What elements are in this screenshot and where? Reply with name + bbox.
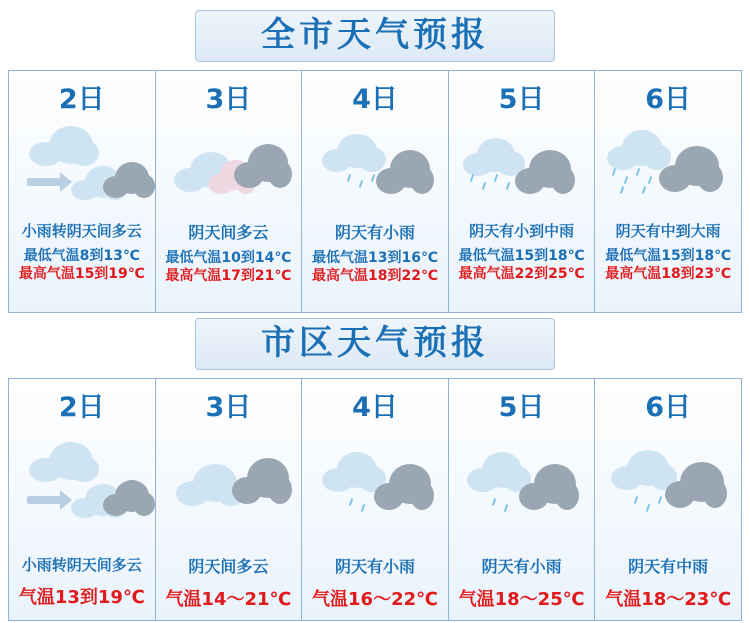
- max-temp: 最高气温18到22℃: [312, 268, 438, 284]
- overcast-light-rain-icon: [302, 424, 448, 554]
- page-title: 全市天气预报: [261, 15, 489, 55]
- day-label: 4日: [352, 84, 398, 115]
- temperature-block: [605, 591, 731, 609]
- day-label: 4日: [352, 392, 398, 423]
- temp-range: 气温18～25℃: [458, 589, 585, 610]
- forecast-cell-day5[interactable]: [595, 71, 741, 312]
- rain-to-cloudy-icon: [9, 424, 155, 554]
- day-label: 3日: [205, 392, 252, 423]
- day-label: 6日: [645, 84, 692, 115]
- condition-text: 阴天有中雨: [628, 557, 709, 576]
- condition-text: 阴天有小到中雨: [469, 222, 575, 240]
- transition-arrow-icon: [27, 178, 61, 186]
- condition-text: 阴天有小雨: [334, 557, 415, 576]
- urban-forecast-cell-day4[interactable]: [449, 379, 596, 620]
- max-temp: 最高气温22到25℃: [458, 266, 585, 282]
- temperature-block: [19, 589, 145, 607]
- day-label: 5日: [498, 392, 545, 423]
- day-label: 6日: [645, 392, 692, 423]
- overcast-moderate-rain-icon: [449, 116, 595, 220]
- condition-text: 阴天间多云: [188, 557, 269, 576]
- temperature-block: [312, 591, 438, 609]
- condition-text: 阴天有小雨: [481, 557, 562, 576]
- forecast-cell-day1[interactable]: [9, 71, 156, 312]
- max-temp: 最高气温17到21℃: [165, 268, 292, 284]
- transition-arrow-icon: [27, 496, 61, 504]
- temp-range: 气温13到19℃: [18, 587, 145, 608]
- citywide-title-bar: [195, 10, 555, 62]
- temperature-block: [312, 249, 438, 285]
- day-label: 5日: [498, 84, 545, 115]
- condition-text: 小雨转阴天间多云: [21, 556, 142, 574]
- citywide-forecast-panel: [8, 10, 742, 313]
- min-temp: 最低气温15到18℃: [458, 248, 585, 264]
- temp-range: 气温18～23℃: [605, 589, 732, 610]
- temperature-block: [459, 247, 585, 283]
- temperature-block: [165, 591, 291, 609]
- forecast-cell-day4[interactable]: [449, 71, 596, 312]
- urban-forecast-cell-day2[interactable]: [156, 379, 303, 620]
- condition-text: 阴天间多云: [188, 223, 269, 242]
- rain-drops-icon: [471, 174, 519, 206]
- min-temp: 最低气温10到14℃: [165, 250, 292, 266]
- overcast-light-rain-icon: [449, 424, 595, 554]
- urban-title-bar: [195, 318, 555, 370]
- forecast-cell-day3[interactable]: [302, 71, 449, 312]
- temperature-block: [459, 591, 585, 609]
- section-title: 市区天气预报: [261, 323, 489, 363]
- min-temp: 最低气温15到18℃: [605, 248, 732, 264]
- min-temp: 最低气温13到16℃: [312, 250, 438, 266]
- temp-range: 气温16～22℃: [312, 589, 438, 610]
- urban-forecast-cell-day1[interactable]: [9, 379, 156, 620]
- citywide-forecast-grid: [8, 70, 742, 313]
- overcast-heavy-rain-icon: [595, 116, 741, 220]
- overcast-cloudy-icon: [156, 424, 302, 554]
- day-label: 2日: [58, 392, 105, 423]
- overcast-cloudy-icon: [156, 116, 302, 220]
- temperature-block: [605, 247, 731, 283]
- urban-forecast-panel: [8, 318, 742, 621]
- forecast-cell-day2[interactable]: [156, 71, 303, 312]
- day-label: 2日: [58, 84, 105, 115]
- urban-forecast-cell-day5[interactable]: [595, 379, 741, 620]
- condition-text: 阴天有小雨: [334, 223, 415, 242]
- overcast-moderate-rain-icon: [595, 424, 741, 554]
- rain-to-cloudy-icon: [9, 116, 155, 220]
- urban-forecast-cell-day3[interactable]: [302, 379, 449, 620]
- urban-forecast-grid: [8, 378, 742, 621]
- condition-text: 阴天有中到大雨: [615, 222, 721, 240]
- temp-range: 气温14～21℃: [165, 589, 292, 610]
- overcast-light-rain-icon: [302, 116, 448, 220]
- max-temp: 最高气温15到19℃: [18, 266, 145, 282]
- condition-text: 小雨转阴天间多云: [21, 222, 142, 240]
- max-temp: 最高气温18到23℃: [605, 266, 732, 282]
- min-temp: 最低气温8到13℃: [23, 248, 140, 264]
- temperature-block: [19, 247, 145, 283]
- temperature-block: [165, 249, 291, 285]
- day-label: 3日: [205, 84, 252, 115]
